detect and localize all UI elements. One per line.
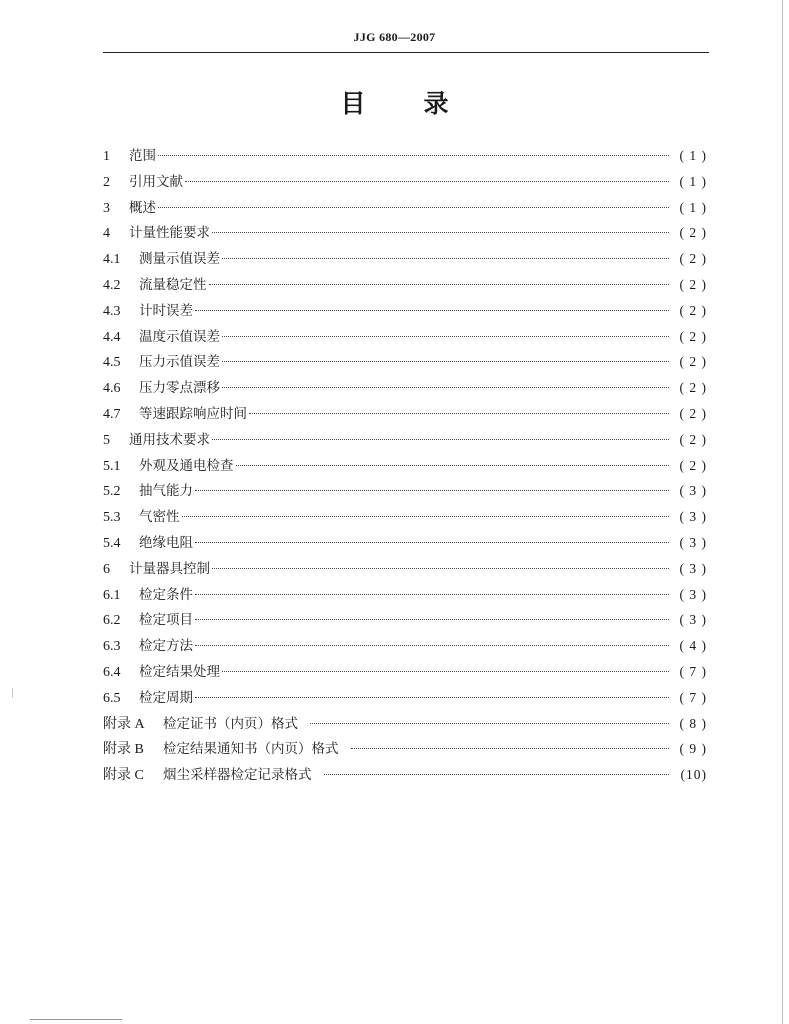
toc-dot-leader <box>209 284 670 285</box>
toc-entry <box>103 505 707 531</box>
toc-entry-label: 概述 <box>129 199 156 216</box>
toc-dot-leader <box>236 465 670 466</box>
toc-dot-leader <box>195 619 669 620</box>
table-of-contents <box>103 144 707 789</box>
toc-dot-leader <box>222 361 669 362</box>
toc-entry-label: 绝缘电阻 <box>139 534 193 551</box>
toc-entry-label: 检定项目 <box>139 612 193 629</box>
toc-entry <box>103 634 707 660</box>
toc-entry-number: 4.1 <box>103 252 121 268</box>
toc-entry <box>103 660 707 686</box>
toc-dot-leader <box>351 748 670 749</box>
toc-dot-leader <box>195 310 669 311</box>
toc-entry-number: 4.4 <box>103 329 121 345</box>
toc-entry-page: ( 4 ) <box>679 638 707 654</box>
toc-entry-page: ( 2 ) <box>679 251 707 267</box>
toc-entry <box>103 583 707 609</box>
toc-entry-label: 压力零点漂移 <box>139 380 220 397</box>
toc-entry-number: 附录 A <box>103 716 145 732</box>
toc-dot-leader <box>158 155 669 156</box>
toc-entry-label: 范围 <box>129 148 156 164</box>
header-rule <box>103 52 709 53</box>
toc-entry <box>103 608 707 634</box>
toc-entry-number: 5.3 <box>103 510 121 526</box>
toc-entry-page: ( 3 ) <box>679 534 707 550</box>
toc-entry-number: 5 <box>103 432 110 448</box>
toc-entry-number: 5.4 <box>103 535 121 551</box>
toc-entry-page: ( 7 ) <box>679 663 707 679</box>
toc-entry-number: 6.4 <box>103 664 121 680</box>
toc-entry-page: ( 1 ) <box>679 173 707 189</box>
toc-entry-page: ( 3 ) <box>679 509 707 525</box>
toc-entry-page: ( 1 ) <box>679 199 707 215</box>
toc-entry <box>103 299 707 325</box>
toc-entry-page: ( 2 ) <box>679 380 707 396</box>
toc-entry <box>103 273 707 299</box>
toc-entry-label: 检定条件 <box>139 586 193 603</box>
toc-entry-number: 6 <box>103 561 110 577</box>
toc-entry <box>103 221 707 247</box>
toc-dot-leader <box>195 542 669 543</box>
toc-entry-label: 通用技术要求 <box>129 431 210 448</box>
toc-entry-number: 附录 C <box>103 768 144 784</box>
toc-entry-label: 检定结果处理 <box>139 663 220 680</box>
toc-entry-label: 计量性能要求 <box>129 225 210 242</box>
toc-entry <box>103 170 707 196</box>
toc-entry-number: 4.7 <box>103 406 121 422</box>
toc-dot-leader <box>212 568 669 569</box>
toc-entry-label: 计量器具控制 <box>129 560 210 577</box>
toc-entry-number: 6.3 <box>103 639 121 655</box>
toc-entry-label: 气密性 <box>139 509 180 526</box>
toc-entry-number: 6.2 <box>103 613 121 629</box>
toc-dot-leader <box>222 387 669 388</box>
toc-entry <box>103 454 707 480</box>
toc-entry-number: 4.2 <box>103 277 121 293</box>
toc-entry-label: 检定结果通知书（内页）格式 <box>163 741 339 758</box>
toc-entry-label: 检定证书（内页）格式 <box>163 715 298 732</box>
toc-entry-page: ( 3 ) <box>679 560 707 576</box>
toc-entry-page: ( 7 ) <box>679 689 707 705</box>
margin-mark <box>12 688 13 698</box>
toc-dot-leader <box>324 774 670 775</box>
toc-entry-label: 抽气能力 <box>139 483 193 500</box>
toc-dot-leader <box>310 723 669 724</box>
toc-entry-number: 5.2 <box>103 484 121 500</box>
toc-entry-number: 4.6 <box>103 381 121 397</box>
toc-entry-page: ( 1 ) <box>679 148 707 163</box>
toc-entry-page: ( 2 ) <box>679 276 707 292</box>
toc-entry-number: 6.5 <box>103 690 121 706</box>
toc-dot-leader <box>222 258 669 259</box>
toc-dot-leader <box>195 697 669 698</box>
toc-entry-page: ( 2 ) <box>679 354 707 370</box>
toc-entry-label: 测量示值误差 <box>139 251 220 268</box>
toc-entry-page: ( 3 ) <box>679 612 707 628</box>
toc-entry <box>103 686 707 712</box>
toc-dot-leader <box>212 232 669 233</box>
toc-dot-leader <box>185 181 669 182</box>
toc-entry <box>103 479 707 505</box>
toc-dot-leader <box>222 671 669 672</box>
toc-entry-number: 1 <box>103 149 110 164</box>
toc-entry <box>103 428 707 454</box>
toc-entry <box>103 376 707 402</box>
toc-dot-leader <box>222 336 669 337</box>
toc-entry-page: ( 2 ) <box>679 457 707 473</box>
toc-entry-page: (10) <box>680 767 707 783</box>
toc-entry-page: ( 2 ) <box>679 225 707 241</box>
toc-entry-number: 6.1 <box>103 587 121 603</box>
toc-entry-page: ( 9 ) <box>679 741 707 757</box>
toc-entry-number: 4.3 <box>103 303 121 319</box>
toc-dot-leader <box>249 413 669 414</box>
toc-entry-page: ( 2 ) <box>679 302 707 318</box>
toc-entry-number: 4 <box>103 226 110 242</box>
toc-entry <box>103 712 707 738</box>
toc-entry-number: 3 <box>103 200 110 216</box>
title-char-1: 目 <box>340 89 366 118</box>
toc-entry-page: ( 2 ) <box>679 328 707 344</box>
toc-entry <box>103 402 707 428</box>
toc-entry-page: ( 2 ) <box>679 405 707 421</box>
toc-entry-label: 检定周期 <box>139 689 193 706</box>
toc-entry-number: 附录 B <box>103 742 144 758</box>
toc-entry <box>103 763 707 789</box>
toc-entry <box>103 350 707 376</box>
toc-entry-label: 引用文献 <box>129 173 183 190</box>
scan-speck <box>30 1019 122 1020</box>
toc-dot-leader <box>158 207 669 208</box>
toc-entry-label: 等速跟踪响应时间 <box>139 405 247 422</box>
toc-dot-leader <box>212 439 669 440</box>
toc-dot-leader <box>195 645 669 646</box>
toc-entry <box>103 325 707 351</box>
toc-entry <box>103 144 707 170</box>
toc-entry-label: 流量稳定性 <box>139 276 207 293</box>
toc-dot-leader <box>182 516 670 517</box>
toc-entry-label: 检定方法 <box>139 638 193 655</box>
toc-entry <box>103 557 707 583</box>
toc-entry-page: ( 2 ) <box>679 431 707 447</box>
toc-entry <box>103 247 707 273</box>
toc-entry <box>103 196 707 222</box>
toc-entry-label: 计时误差 <box>139 302 193 319</box>
toc-entry-label: 外观及通电检查 <box>139 457 234 474</box>
toc-entry-number: 4.5 <box>103 355 121 371</box>
toc-dot-leader <box>195 490 669 491</box>
toc-entry-page: ( 3 ) <box>679 586 707 602</box>
toc-entry-number: 2 <box>103 174 110 190</box>
toc-entry-label: 烟尘采样器检定记录格式 <box>163 767 312 784</box>
toc-entry <box>103 737 707 763</box>
toc-entry-number: 5.1 <box>103 458 121 474</box>
toc-entry-page: ( 8 ) <box>679 715 707 731</box>
toc-entry-label: 压力示值误差 <box>139 354 220 371</box>
title-char-2: 录 <box>423 89 449 118</box>
standard-code: JJG 680—2007 <box>353 30 436 44</box>
toc-entry-label: 温度示值误差 <box>139 328 220 345</box>
toc-entry-page: ( 3 ) <box>679 483 707 499</box>
toc-dot-leader <box>195 594 669 595</box>
scan-edge <box>782 0 783 1024</box>
page-title <box>0 84 789 120</box>
toc-entry <box>103 531 707 557</box>
